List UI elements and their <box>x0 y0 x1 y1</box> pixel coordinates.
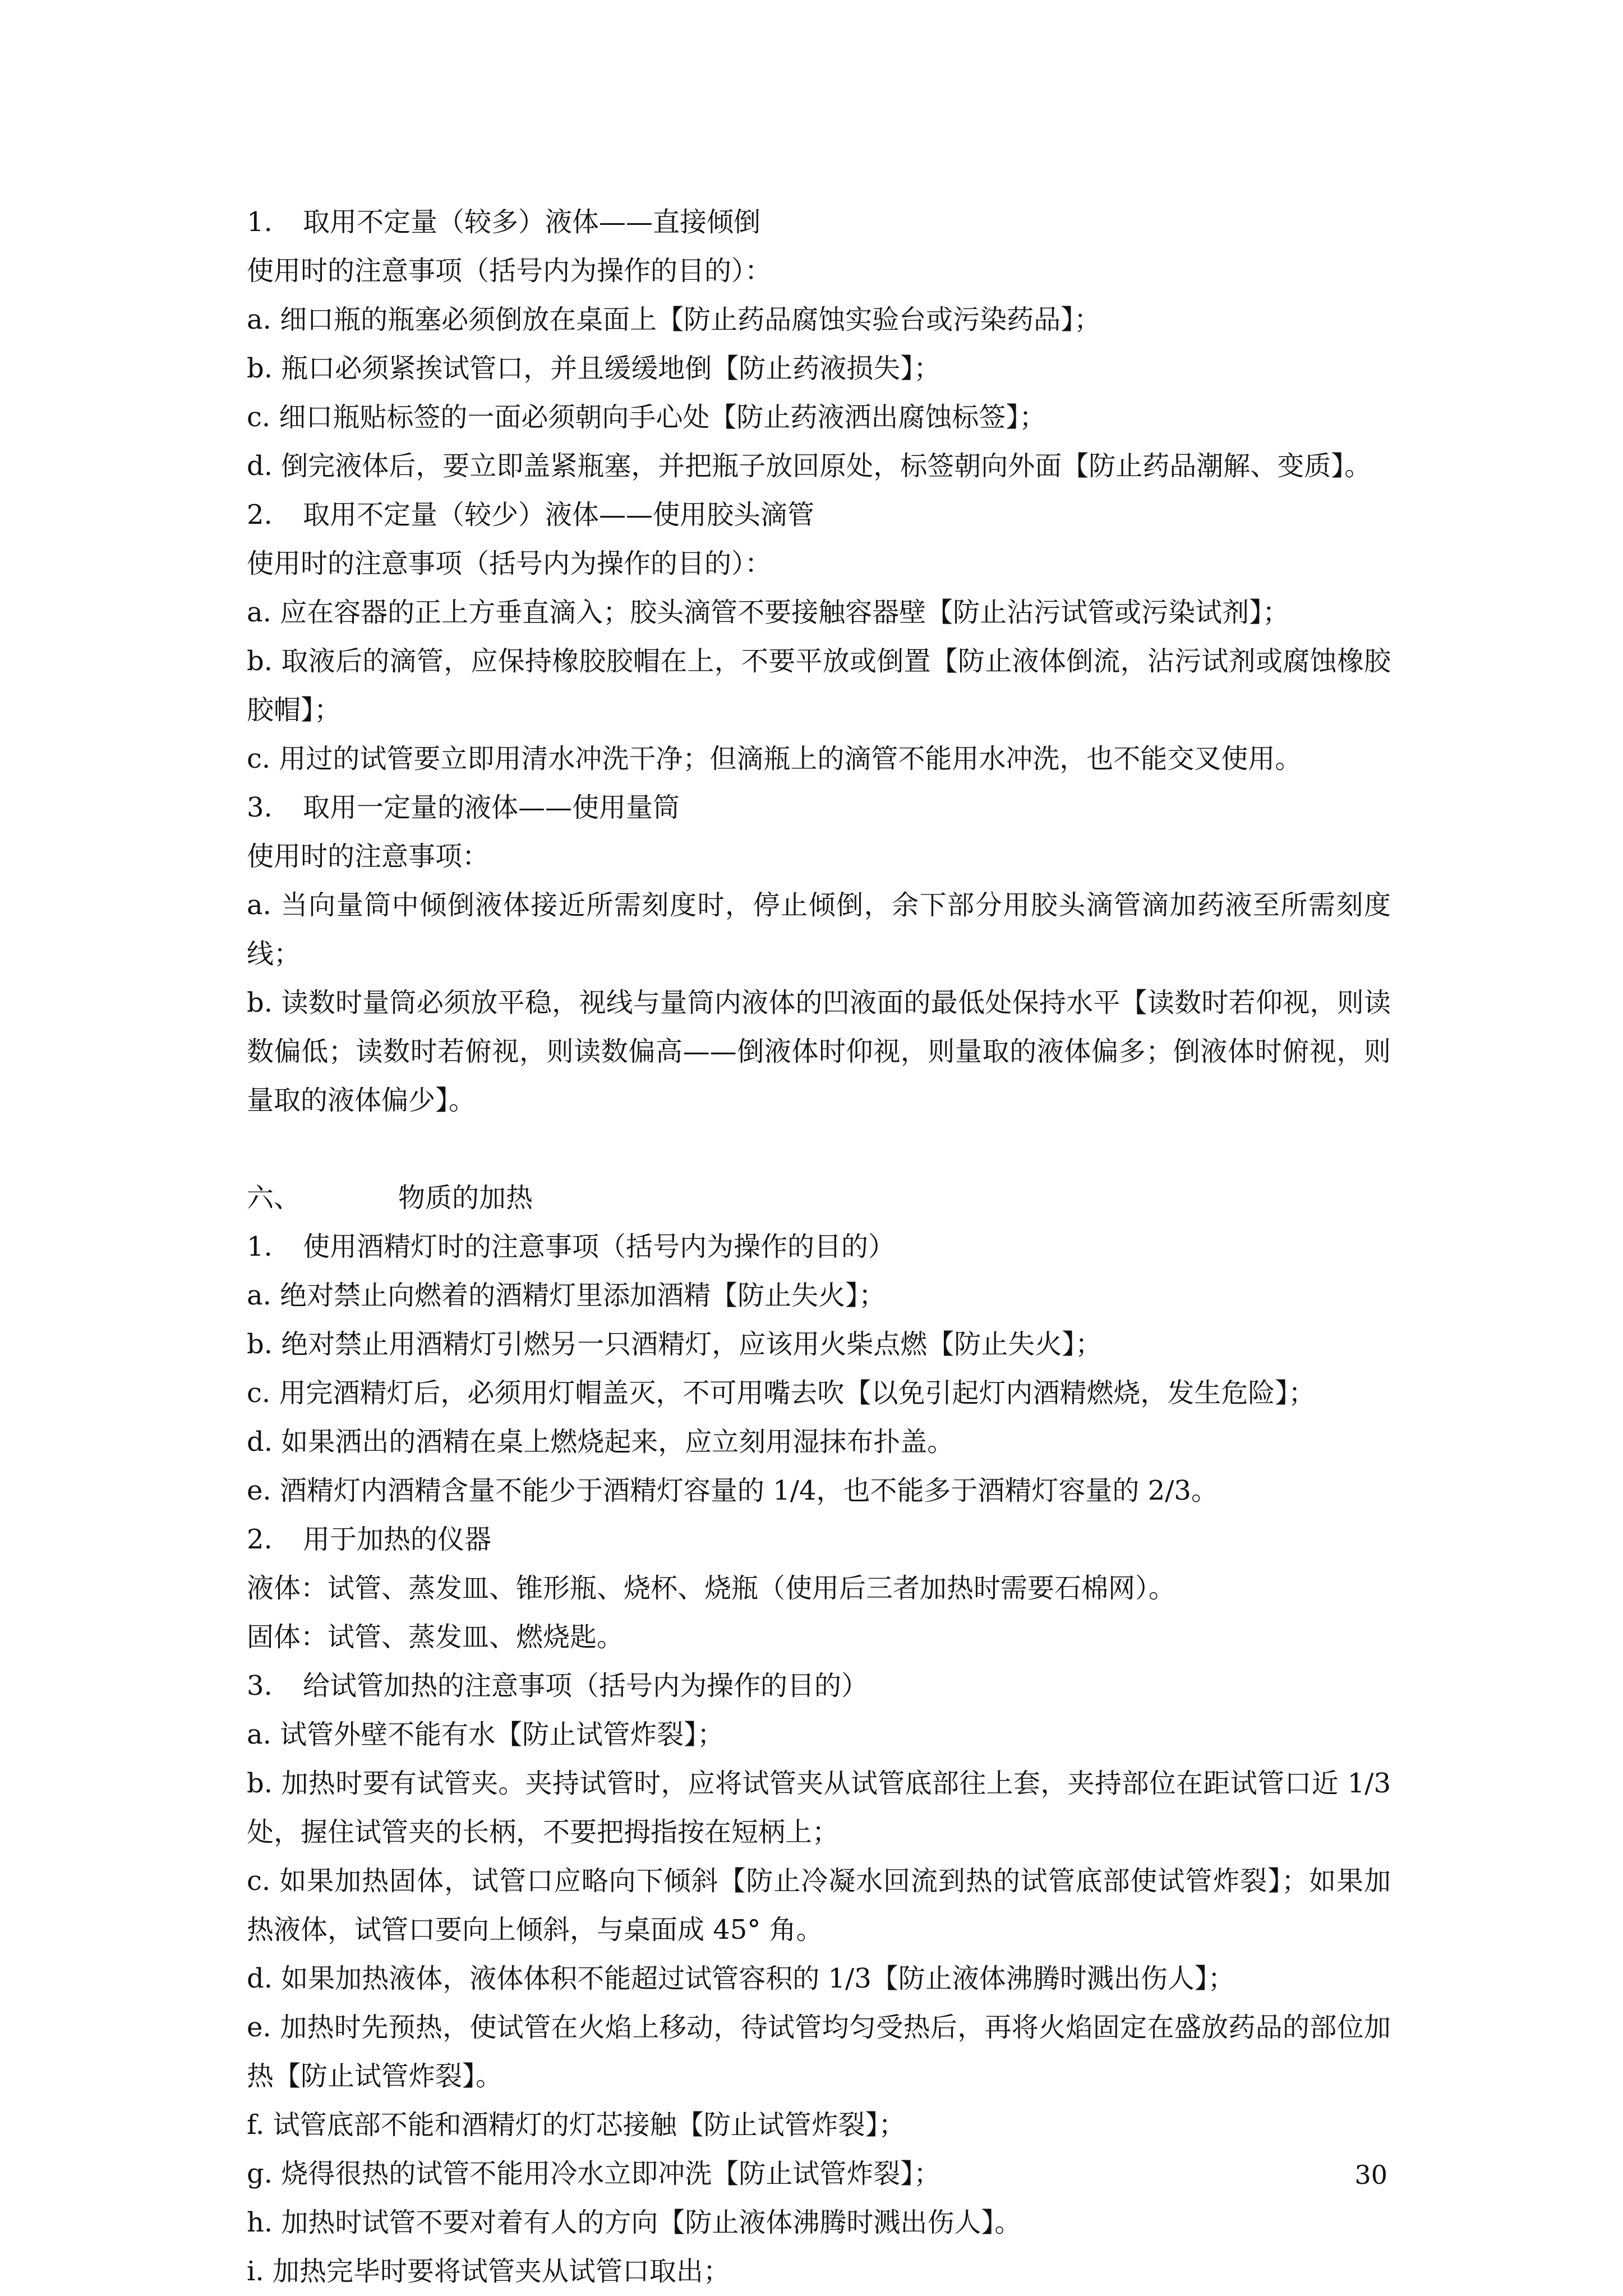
note-point: a. 细口瓶的瓶塞必须倒放在桌面上【防止药品腐蚀实验台或污染药品】； <box>247 304 1101 335</box>
note-point: b. 取液后的滴管，应保持橡胶胶帽在上，不要平放或倒置【防止液体倒流，沾污试剂或腐蚀橡胶胶帽】； <box>247 646 1391 726</box>
note-point: a. 当向量筒中倾倒液体接近所需刻度时，停止倾倒，余下部分用胶头滴管滴加药液至所需刻度线； <box>247 889 1391 970</box>
item-heading <box>247 1662 1391 1711</box>
liquid-apparatus: 液体：试管、蒸发皿、锥形瓶、烧杯、烧瓶（使用后三者加热时需要石棉网）。 <box>247 1573 1176 1604</box>
section-heading <box>247 1174 1391 1223</box>
note-point: h. 加热时试管不要对着有人的方向【防止液体沸腾时溅出伤人】。 <box>247 2207 1022 2238</box>
note-point: b. 加热时要有试管夹。夹持试管时，应将试管夹从试管底部往上套，夹持部位在距试管口近 1/3 处，握住试管夹的长柄，不要把拇指按在短柄上； <box>247 1768 1391 1848</box>
item-number: 2. <box>247 499 273 531</box>
item-heading <box>247 1223 1391 1271</box>
note-point: b. 读数时量筒必须放平稳，视线与量筒内液体的凹液面的最低处保持水平【读数时若仰视，则读数偏低；读数时若俯视，则读数偏高——倒液体时仰视，则量取的液体偏多；倒液体时俯视，则量取的液体偏少】。 <box>247 987 1391 1116</box>
note-intro: 使用时的注意事项： <box>247 841 490 872</box>
item-title: 取用一定量的液体——使用量筒 <box>303 792 680 823</box>
note-point: a. 应在容器的正上方垂直滴入；胶头滴管不要接触容器壁【防止沾污试管或污染试剂】； <box>247 597 1290 628</box>
item-title: 给试管加热的注意事项（括号内为操作的目的） <box>303 1670 869 1702</box>
note-point: c. 用过的试管要立即用清水冲洗干净；但滴瓶上的滴管不能用水冲洗，也不能交叉使用。 <box>247 743 1302 774</box>
section-title: 物质的加热 <box>398 1182 533 1214</box>
item-heading <box>247 783 1391 832</box>
note-point: d. 如果洒出的酒精在桌上燃烧起来，应立刻用湿抹布扑盖。 <box>247 1426 955 1458</box>
section-gap <box>247 1125 1391 1174</box>
note-point: c. 细口瓶贴标签的一面必须朝向手心处【防止药液洒出腐蚀标签】； <box>247 402 1046 433</box>
item-heading <box>247 198 1391 247</box>
item-title: 取用不定量（较少）液体——使用胶头滴管 <box>303 499 815 531</box>
item-title: 用于加热的仪器 <box>303 1524 492 1555</box>
note-point: d. 如果加热液体，液体体积不能超过试管容积的 1/3【防止液体沸腾时溅出伤人】； <box>247 1963 1235 1994</box>
document-body <box>247 198 1391 2296</box>
note-intro: 使用时的注意事项（括号内为操作的目的）： <box>247 255 772 287</box>
note-point: i. 加热完毕时要将试管夹从试管口取出； <box>247 2256 730 2287</box>
item-title: 使用酒精灯时的注意事项（括号内为操作的目的） <box>303 1231 896 1262</box>
note-point: e. 加热时先预热，使试管在火焰上移动，待试管均匀受热后，再将火焰固定在盛放药品的部位加热【防止试管炸裂】。 <box>247 2012 1391 2092</box>
note-point: c. 如果加热固体，试管口应略向下倾斜【防止冷凝水回流到热的试管底部使试管炸裂】；如果加热液体，试管口要向上倾斜，与桌面成 45° 角。 <box>247 1865 1391 1945</box>
note-point: a. 绝对禁止向燃着的酒精灯里添加酒精【防止失火】； <box>247 1280 886 1311</box>
item-number: 1. <box>247 1231 273 1262</box>
note-point: a. 试管外壁不能有水【防止试管炸裂】； <box>247 1719 725 1750</box>
item-heading <box>247 1515 1391 1564</box>
note-point: d. 倒完液体后，要立即盖紧瓶塞，并把瓶子放回原处，标签朝向外面【防止药品潮解、变质】。 <box>247 450 1372 482</box>
item-number: 3. <box>247 792 273 823</box>
item-number: 2. <box>247 1524 273 1555</box>
item-number: 1. <box>247 206 273 238</box>
item-heading <box>247 491 1391 540</box>
note-point: g. 烧得很热的试管不能用冷水立即冲洗【防止试管炸裂】； <box>247 2158 941 2189</box>
note-intro: 使用时的注意事项（括号内为操作的目的）： <box>247 548 772 579</box>
section-number: 六、 <box>247 1182 301 1214</box>
note-point: b. 瓶口必须紧挨试管口，并且缓缓地倒【防止药液损失】； <box>247 353 941 384</box>
note-point: f. 试管底部不能和酒精灯的灯芯接触【防止试管炸裂】； <box>247 2109 906 2141</box>
solid-apparatus: 固体：试管、蒸发皿、燃烧匙。 <box>247 1621 624 1653</box>
item-title: 取用不定量（较多）液体——直接倾倒 <box>303 206 761 238</box>
page-number: 30 <box>1354 2160 1387 2190</box>
note-point: e. 酒精灯内酒精含量不能少于酒精灯容量的 1/4，也不能多于酒精灯容量的 2/3。 <box>247 1475 1218 1506</box>
note-point: c. 用完酒精灯后，必须用灯帽盖灭，不可用嘴去吹【以免引起灯内酒精燃烧，发生危险】； <box>247 1377 1316 1409</box>
item-number: 3. <box>247 1670 273 1702</box>
note-point: b. 绝对禁止用酒精灯引燃另一只酒精灯，应该用火柴点燃【防止失火】； <box>247 1329 1103 1360</box>
